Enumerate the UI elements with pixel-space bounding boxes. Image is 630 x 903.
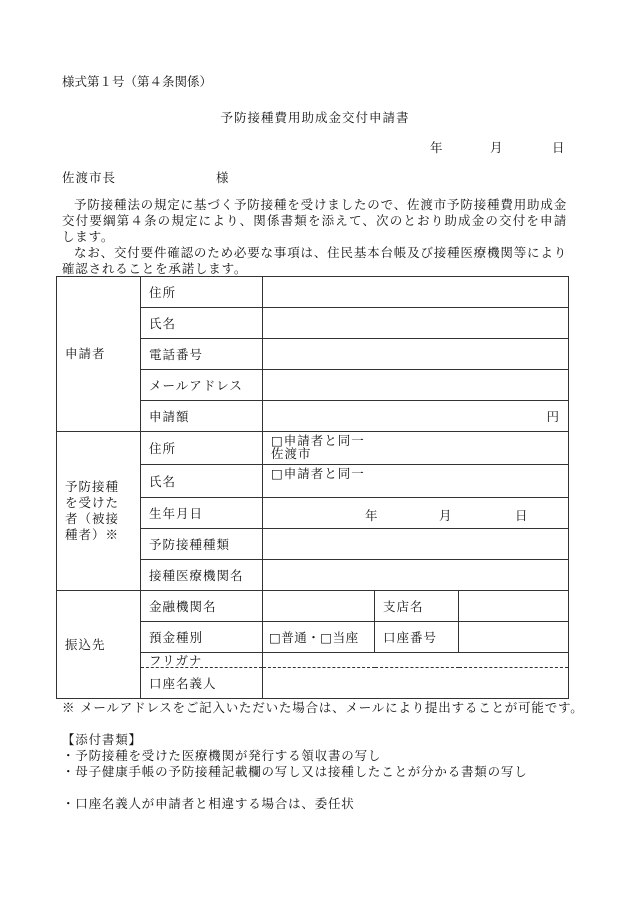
form-title: 予防接種費用助成金交付申請書 — [220, 110, 410, 125]
applicant-amount-field[interactable] — [263, 401, 569, 432]
attachments-heading: 【添付書類】 — [62, 732, 142, 747]
addressee-honorific: 様 — [216, 170, 229, 185]
recipient-name-field[interactable] — [263, 465, 569, 498]
applicant-name-label: 氏名 — [141, 308, 263, 339]
furigana-field[interactable] — [263, 653, 569, 668]
account-number-label: 口座番号 — [375, 622, 459, 653]
vaccine-type-label: 予防接種種類 — [141, 529, 263, 560]
table-row — [57, 591, 569, 622]
applicant-phone-label: 電話番号 — [141, 339, 263, 370]
recipient-name-label: 氏名 — [141, 465, 263, 498]
furigana-label: フリガナ — [141, 653, 263, 668]
date-year-label: 年 — [430, 140, 443, 155]
applicant-address-field[interactable] — [263, 277, 569, 308]
attachment-item: ・口座名義人が申請者と相違する場合は、委任状 — [62, 796, 355, 811]
applicant-heading: 申請者 — [57, 277, 141, 432]
same-as-applicant-checkbox[interactable]: □申請者と同一 — [271, 466, 365, 481]
table-row — [57, 432, 569, 465]
dob-day-label: 日 — [515, 508, 529, 523]
intro-paragraph-2: なお、交付要件確認のため必要な事項は、住民基本台帳及び接種医療機関等により確認されることを承諾します。 — [62, 245, 567, 276]
intro-paragraph-1: 予防接種法の規定に基づく予防接種を受けましたので、佐渡市予防接種費用助成金交付要綱第４条の規定により、関係書類を添えて、次のとおり助成金の交付を申請します。 — [62, 197, 567, 244]
bank-heading: 振込先 — [57, 591, 141, 699]
date-day-label: 日 — [552, 140, 565, 155]
dob-year-label: 年 — [365, 508, 379, 523]
date-month-label: 月 — [490, 140, 503, 155]
bank-institution-label: 金融機関名 — [141, 591, 263, 622]
applicant-email-label: メールアドレス — [141, 370, 263, 401]
dob-month-label: 月 — [439, 508, 453, 523]
asterisk-note: ※ メールアドレスをご記入いただいた場合は、メールにより提出することが可能です。 — [62, 700, 584, 715]
recipient-heading: 予防接種を受けた者（被接種者）※ — [57, 432, 141, 591]
applicant-name-field[interactable] — [263, 308, 569, 339]
deposit-type-label: 預金種別 — [141, 622, 263, 653]
applicant-phone-field[interactable] — [263, 339, 569, 370]
bank-branch-field[interactable] — [459, 591, 569, 622]
bank-branch-label: 支店名 — [375, 591, 459, 622]
recipient-address-label: 住所 — [141, 432, 263, 465]
clinic-field[interactable] — [263, 560, 569, 591]
same-as-applicant-checkbox[interactable]: □申請者と同一 — [271, 433, 365, 448]
account-holder-label: 口座名義人 — [141, 668, 263, 699]
application-table — [56, 276, 569, 699]
recipient-dob-label: 生年月日 — [141, 498, 263, 529]
table-row — [57, 277, 569, 308]
yen-unit: 円 — [546, 409, 561, 424]
applicant-email-field[interactable] — [263, 370, 569, 401]
recipient-address-field[interactable] — [263, 432, 569, 465]
clinic-label: 接種医療機関名 — [141, 560, 263, 591]
vaccine-type-field[interactable] — [263, 529, 569, 560]
addressee-name: 佐渡市長 — [62, 170, 117, 185]
applicant-address-label: 住所 — [141, 277, 263, 308]
bank-institution-field[interactable] — [263, 591, 375, 622]
recipient-city: 佐渡市 — [271, 446, 312, 461]
recipient-dob-field[interactable] — [263, 498, 569, 529]
account-holder-field[interactable] — [263, 668, 569, 699]
account-number-field[interactable] — [459, 622, 569, 653]
attachment-item: ・予防接種を受けた医療機関が発行する領収書の写し — [62, 748, 382, 763]
deposit-type-options[interactable]: □普通・□当座 — [263, 622, 375, 653]
form-number: 様式第１号（第４条関係） — [62, 74, 213, 89]
applicant-amount-label: 申請額 — [141, 401, 263, 432]
attachment-item: ・母子健康手帳の予防接種記載欄の写し又は接種したことが分かる書類の写し — [62, 764, 528, 779]
